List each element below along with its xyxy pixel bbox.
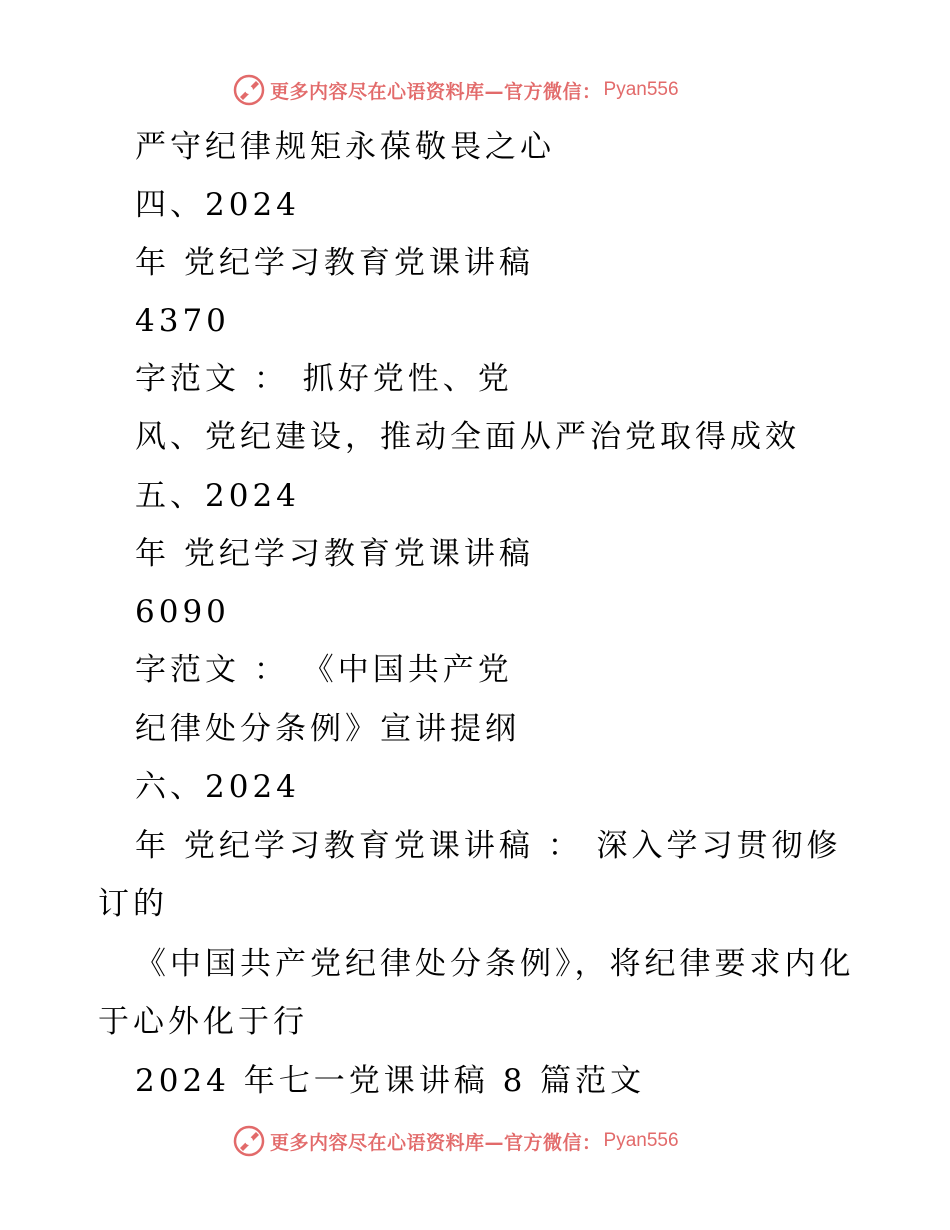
footer-watermark — [232, 1124, 679, 1158]
watermark-handle: Pyan556 — [603, 1130, 679, 1151]
doc-line: 风、党纪建设，推动全面从严治党取得成效 — [135, 419, 800, 455]
doc-line: 字范文 ： 《中国共产党 — [135, 652, 513, 688]
doc-line: 《中国共产党纪律处分条例》，将纪律要求内化 — [135, 946, 855, 982]
doc-line: 年 党纪学习教育党课讲稿 ： 深入学习贯彻修 — [135, 828, 842, 864]
doc-line: 字范文 ： 抓好党性、党 — [135, 361, 513, 397]
watermark-text: 更多内容尽在心语资料库—官方微信： — [270, 80, 602, 103]
watermark-logo-icon — [232, 1124, 266, 1158]
doc-line: 订的 — [98, 886, 168, 922]
doc-line: 纪律处分条例》宣讲提纲 — [135, 711, 520, 747]
watermark-text: 更多内容尽在心语资料库—官方微信： — [270, 1131, 602, 1154]
watermark-handle: Pyan556 — [603, 79, 679, 100]
doc-line: 年 党纪学习教育党课讲稿 — [135, 245, 534, 281]
doc-line: 五、2024 — [135, 478, 300, 514]
doc-line: 6090 — [135, 594, 230, 630]
doc-line: 4370 — [135, 303, 230, 339]
doc-line: 2024 年七一党课讲稿 8 篇范文 — [135, 1063, 646, 1099]
doc-line: 六、2024 — [135, 769, 300, 805]
doc-line: 四、2024 — [135, 187, 300, 223]
doc-line: 年 党纪学习教育党课讲稿 — [135, 536, 534, 572]
doc-line: 于心外化于行 — [98, 1004, 308, 1040]
doc-line: 严守纪律规矩永葆敬畏之心 — [135, 129, 555, 165]
